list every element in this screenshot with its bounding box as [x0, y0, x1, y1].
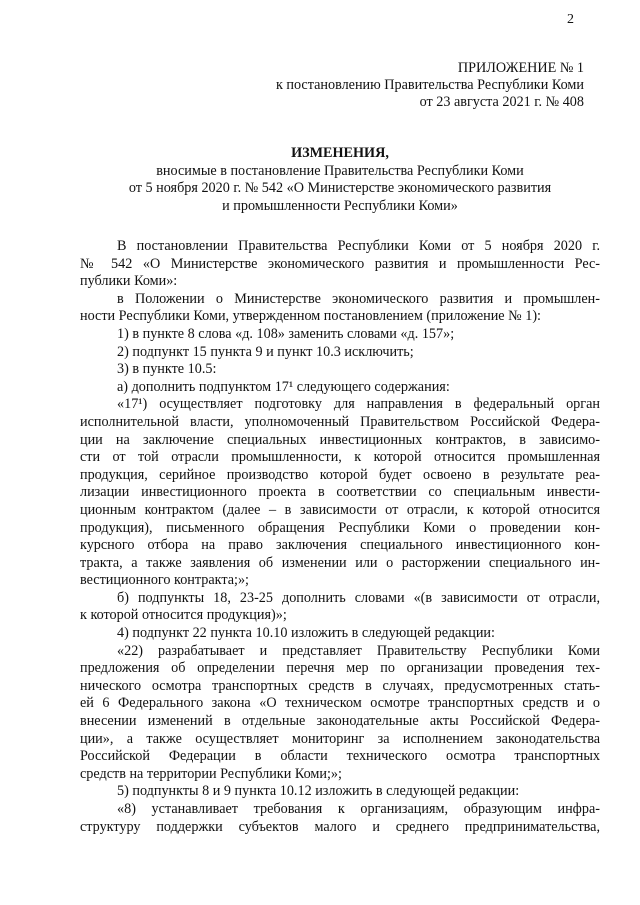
- body-line: сти от той отрасли промышленности, к которой относится промышленная: [80, 449, 600, 466]
- body-line: 5) подпункты 8 и 9 пункта 10.12 изложить в следующей редакции:: [117, 783, 520, 800]
- appendix-line: ПРИЛОЖЕНИЕ № 1: [457, 60, 584, 76]
- body-line: внесении изменений в отдельные законодательные акты Российской Федера-: [80, 713, 600, 730]
- body-line: ционным контрактом (далее – в зависимости от отрасли, к которой относится: [80, 501, 600, 518]
- heading-line: от 5 ноября 2020 г. № 542 «О Министерстве экономического развития: [128, 180, 552, 196]
- body-line: Российской Федерации в области технического осмотра транспортных: [80, 748, 600, 765]
- body-line: к которой относится продукция)»;: [80, 607, 287, 624]
- body-line: лизации инвестиционного проекта в соответствии со специальным инвести-: [80, 484, 600, 501]
- body-line: ции на заключение специальных инвестиционных контрактов, в зависимо-: [80, 431, 600, 448]
- document-heading: [80, 145, 600, 215]
- page-number: 2: [567, 12, 574, 27]
- body-line: вестиционного контракта;»;: [80, 572, 249, 589]
- body-line: В постановлении Правительства Республики Коми от 5 ноября 2020 г.: [117, 238, 600, 254]
- body-line: предложения об определении перечня мер по организации проведения тех-: [80, 660, 600, 677]
- body-line: курсного отбора на право заключения специального инвестиционного кон-: [80, 537, 600, 554]
- appendix-line: от 23 августа 2021 г. № 408: [419, 94, 584, 110]
- body-line: ей 6 Федерального закона «О техническом осмотре транспортных средств и о: [80, 695, 600, 712]
- appendix-block: [276, 60, 584, 111]
- body-line: исполнительной власти, уполномоченный Правительством Российской Федера-: [80, 413, 600, 430]
- body-line: 3) в пункте 10.5:: [117, 361, 217, 378]
- body-line: в Положении о Министерстве экономического развития и промышлен-: [117, 290, 600, 307]
- body-line: публики Коми»:: [80, 273, 178, 290]
- body-line: а) дополнить подпунктом 17¹ следующего содержания:: [117, 378, 450, 395]
- heading-title: ИЗМЕНЕНИЯ,: [291, 145, 389, 161]
- body-line: 4) подпункт 22 пункта 10.10 изложить в следующей редакции:: [117, 625, 495, 642]
- body-line: продукция, серийное производство которой будет освоено в результате реа-: [80, 466, 600, 483]
- body-line: «22) разрабатывает и представляет Правительству Республики Коми: [117, 642, 600, 659]
- body-line: средств на территории Республики Коми;»;: [80, 765, 342, 782]
- body-line: 2) подпункт 15 пункта 9 и пункт 10.3 исключить;: [117, 343, 414, 360]
- body-line: б) подпункты 18, 23-25 дополнить словами «(в зависимости от отрасли,: [117, 589, 600, 606]
- document-body: [80, 238, 600, 836]
- body-line: «17¹) осуществляет подготовку для направления в федеральный орган: [117, 396, 600, 413]
- body-line: «8) устанавливает требования к организациям, образующим инфра-: [117, 801, 600, 817]
- body-line: тракта, а также заявления об изменении или о расторжении специального ин-: [80, 554, 600, 571]
- body-line: 1) в пункте 8 слова «д. 108» заменить словами «д. 157»;: [117, 325, 455, 342]
- body-line: нического осмотра транспортных средств в случаях, предусмотренных стать-: [80, 677, 600, 694]
- body-line: продукция), письменного обращения Республики Коми о проведении кон-: [80, 519, 600, 536]
- body-line: структуру поддержки субъектов малого и среднего предпринимательства,: [80, 818, 600, 835]
- body-line: ции», а также осуществляет мониторинг за исполнением законодательства: [80, 730, 600, 747]
- body-line: № 542 «О Министерстве экономического развития и промышленности Рес-: [80, 255, 600, 272]
- heading-line: и промышленности Республики Коми»: [222, 197, 458, 214]
- appendix-line: к постановлению Правительства Республики Коми: [275, 77, 584, 93]
- heading-line: вносимые в постановление Правительства Республики Коми: [156, 162, 524, 179]
- body-line: ности Республики Коми, утвержденном постановлением (приложение № 1):: [80, 308, 541, 325]
